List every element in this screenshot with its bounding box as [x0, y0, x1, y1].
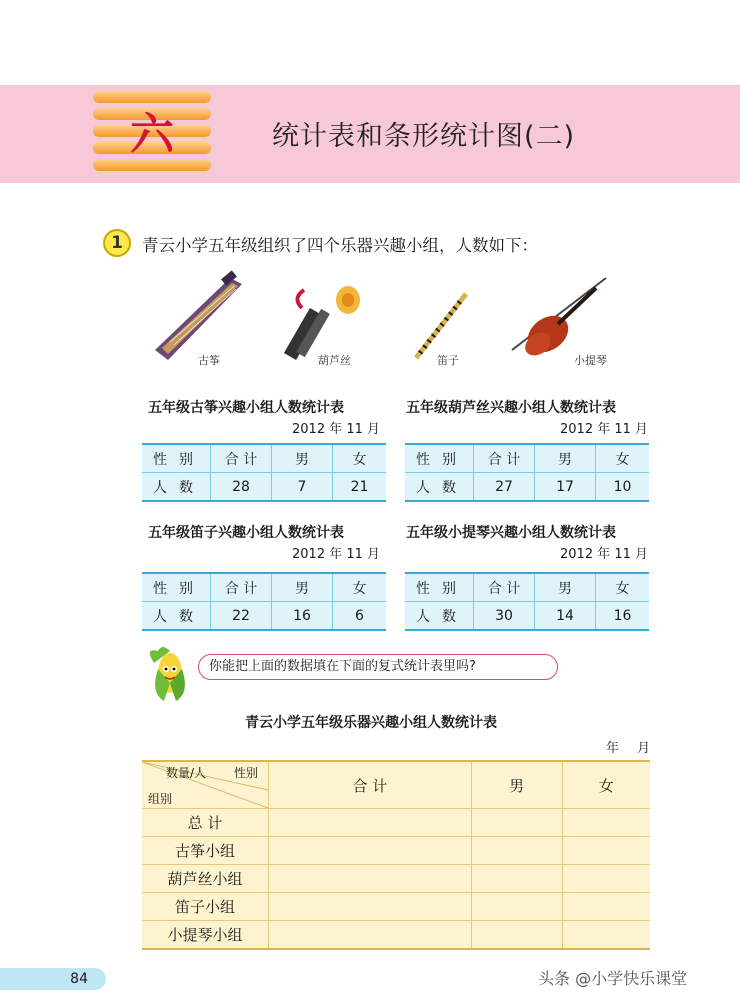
table-cell: 14 [535, 602, 596, 631]
table-cell: 男 [272, 444, 333, 473]
column-header-male: 男 [471, 761, 562, 809]
table-cell: 性别 [142, 444, 211, 473]
table-cell: 27 [474, 473, 535, 502]
table-title-violin: 五年级小提琴兴趣小组人数统计表 [406, 525, 616, 541]
speech-bubble: 你能把上面的数据填在下面的复式统计表里吗? [198, 654, 558, 680]
empty-cell[interactable] [471, 865, 562, 893]
compound-table-title: 青云小学五年级乐器兴趣小组人数统计表 [245, 715, 497, 731]
table-date-guzheng: 2012 年 11 月 [292, 422, 381, 437]
table-row [142, 473, 386, 502]
empty-cell[interactable] [562, 809, 650, 837]
table-cell: 女 [333, 573, 387, 602]
instrument-label-guzheng: 古筝 [198, 354, 220, 367]
empty-cell[interactable] [471, 893, 562, 921]
corner-label-quantity: 数量/人 [166, 766, 207, 780]
empty-cell[interactable] [269, 837, 472, 865]
problem-number-badge: 1 [103, 229, 131, 257]
table-row [142, 893, 650, 921]
stats-table-violin [405, 572, 649, 631]
table-cell: 女 [596, 573, 650, 602]
table-row [142, 921, 650, 950]
table-cell: 6 [333, 602, 387, 631]
table-cell: 30 [474, 602, 535, 631]
table-title-dizi: 五年级笛子兴趣小组人数统计表 [148, 525, 344, 541]
table-cell: 7 [272, 473, 333, 502]
table-corner-cell [142, 761, 269, 809]
table-row [405, 573, 649, 602]
empty-cell[interactable] [562, 837, 650, 865]
empty-cell[interactable] [562, 893, 650, 921]
table-cell: 合 计 [211, 573, 272, 602]
table-cell: 性别 [405, 444, 474, 473]
empty-cell[interactable] [562, 865, 650, 893]
table-row [142, 573, 386, 602]
table-cell: 人数 [142, 602, 211, 631]
table-cell: 女 [596, 444, 650, 473]
row-header: 葫芦丝小组 [142, 865, 269, 893]
row-header: 总 计 [142, 809, 269, 837]
stats-table-guzheng [142, 443, 386, 502]
table-cell: 22 [211, 602, 272, 631]
table-cell: 女 [333, 444, 387, 473]
table-cell: 16 [272, 602, 333, 631]
table-cell: 男 [272, 573, 333, 602]
page-number: 84 [0, 968, 106, 990]
table-row [142, 444, 386, 473]
table-cell: 男 [535, 573, 596, 602]
table-row [142, 809, 650, 837]
column-header-female: 女 [562, 761, 650, 809]
table-row [405, 473, 649, 502]
table-title-hulusi: 五年级葫芦丝兴趣小组人数统计表 [406, 400, 616, 416]
table-cell: 人数 [405, 602, 474, 631]
empty-cell[interactable] [562, 921, 650, 950]
table-row [142, 602, 386, 631]
empty-cell[interactable] [471, 921, 562, 950]
table-cell: 16 [596, 602, 650, 631]
corner-label-gender: 性别 [234, 766, 259, 780]
instrument-label-dizi: 笛子 [437, 354, 459, 367]
instrument-label-hulusi: 葫芦丝 [318, 354, 351, 367]
table-row [142, 865, 650, 893]
table-title-guzheng: 五年级古筝兴趣小组人数统计表 [148, 400, 344, 416]
watermark: 头条 @小学快乐课堂 [538, 969, 688, 988]
row-header: 小提琴小组 [142, 921, 269, 950]
instrument-label-violin: 小提琴 [574, 354, 607, 367]
column-header-total: 合 计 [269, 761, 472, 809]
table-cell: 性别 [142, 573, 211, 602]
corner-label-group: 组别 [148, 792, 173, 806]
stats-table-dizi [142, 572, 386, 631]
empty-cell[interactable] [269, 865, 472, 893]
empty-cell[interactable] [471, 809, 562, 837]
table-date-violin: 2012 年 11 月 [560, 547, 649, 562]
table-cell: 男 [535, 444, 596, 473]
empty-cell[interactable] [269, 921, 472, 950]
table-row [142, 837, 650, 865]
table-cell: 合 计 [211, 444, 272, 473]
empty-cell[interactable] [471, 837, 562, 865]
table-cell: 性别 [405, 573, 474, 602]
table-row [405, 602, 649, 631]
table-cell: 合 计 [474, 444, 535, 473]
problem-text: 青云小学五年级组织了四个乐器兴趣小组，人数如下： [142, 236, 538, 255]
chapter-number: 六 [130, 109, 174, 160]
table-date-dizi: 2012 年 11 月 [292, 547, 381, 562]
chapter-title: 统计表和条形统计图(二) [272, 121, 576, 152]
table-date-hulusi: 2012 年 11 月 [560, 422, 649, 437]
table-cell: 28 [211, 473, 272, 502]
table-row [405, 444, 649, 473]
table-cell: 21 [333, 473, 387, 502]
table-cell: 人数 [142, 473, 211, 502]
table-row [142, 761, 650, 809]
compound-stats-table [142, 760, 650, 950]
compound-table-date: 年 月 [606, 741, 651, 756]
guzheng-icon [150, 270, 250, 365]
table-cell: 合 计 [474, 573, 535, 602]
corn-mascot-icon [140, 643, 200, 705]
stats-table-hulusi [405, 443, 649, 502]
table-cell: 人数 [405, 473, 474, 502]
row-header: 笛子小组 [142, 893, 269, 921]
table-cell: 17 [535, 473, 596, 502]
empty-cell[interactable] [269, 893, 472, 921]
table-cell: 10 [596, 473, 650, 502]
row-header: 古筝小组 [142, 837, 269, 865]
empty-cell[interactable] [269, 809, 472, 837]
